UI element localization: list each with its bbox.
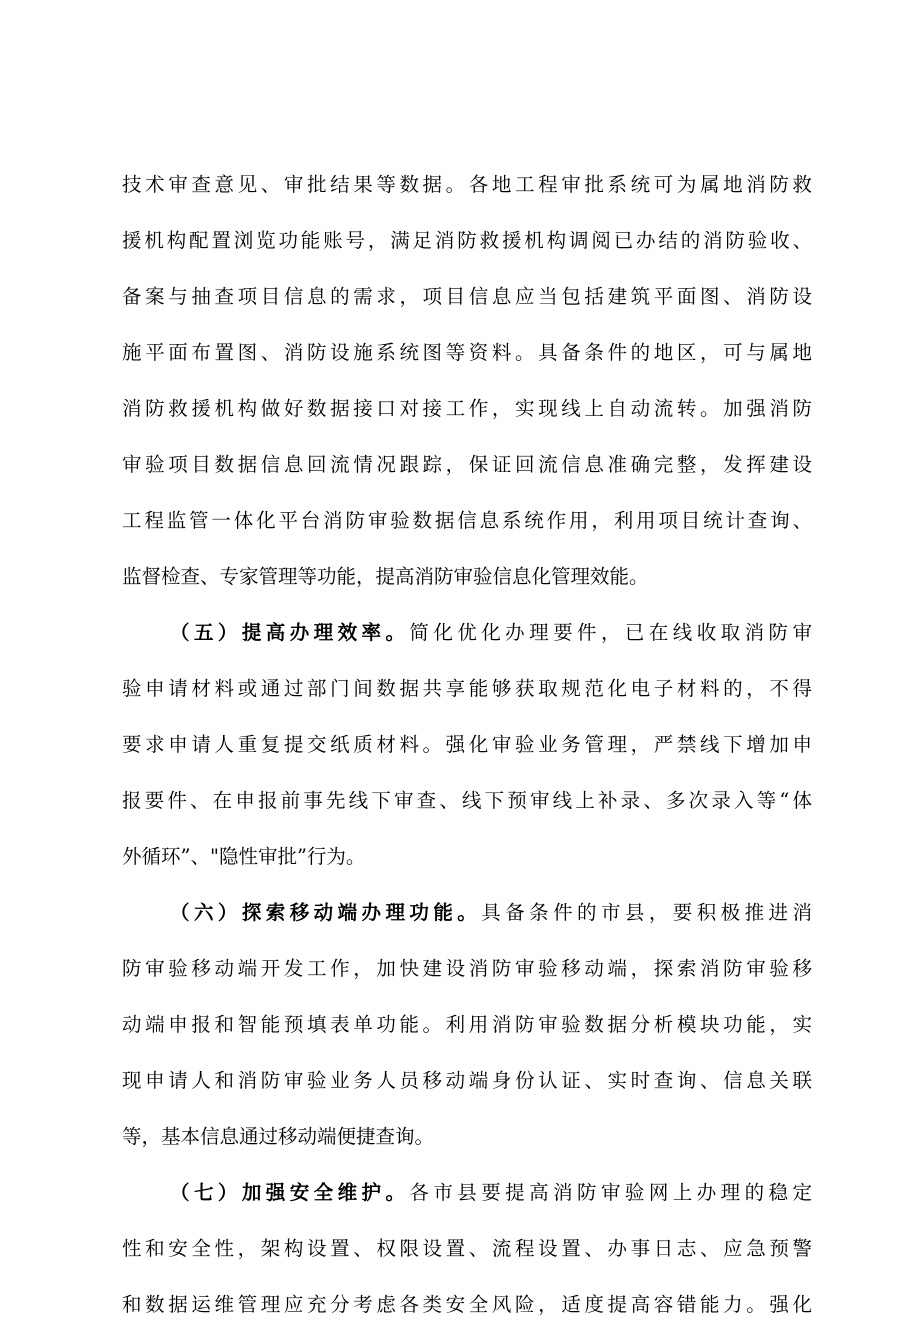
- p4-first-rest: 各市县要提高消防审验网上办理的稳定: [409, 1181, 812, 1204]
- p3-line-3: 动端申报和智能预填表单功能。利用消防审验数据分析模块功能，实: [122, 1013, 812, 1036]
- p4-line-2: 性和安全性，架构设置、权限设置、流程设置、办事日志、应急预警: [122, 1237, 812, 1260]
- p4-line-3: 和数据运维管理应充分考虑各类安全风险，适度提高容错能力。强化: [122, 1293, 812, 1316]
- p1-line-1: 技术审查意见、审批结果等数据。各地工程审批系统可为属地消防救: [122, 173, 812, 196]
- p2-line-2: 验申请材料或通过部门间数据共享能够获取规范化电子材料的，不得: [122, 677, 812, 700]
- p3-line-2: 防审验移动端开发工作，加快建设消防审验移动端，探索消防审验移: [122, 957, 812, 980]
- p3-line-5: 等，基本信息通过移动端便捷查询。: [122, 1125, 435, 1148]
- p1-line-3: 备案与抽查项目信息的需求，项目信息应当包括建筑平面图、消防设: [122, 285, 812, 308]
- p1-line-2: 援机构配置浏览功能账号，满足消防救援机构调阅已办结的消防验收、: [122, 229, 812, 252]
- p2-first-rest: 简化优化办理要件，已在线收取消防审: [409, 621, 812, 644]
- p3-first-rest: 具备条件的市县，要积极推进消: [481, 901, 812, 924]
- p3-heading: （六）探索移动端办理功能。: [170, 901, 482, 924]
- p1-line-5: 消防救援机构做好数据接口对接工作，实现线上自动流转。加强消防: [122, 397, 812, 420]
- p1-line-8: 监督检查、专家管理等功能，提高消防审验信息化管理效能。: [122, 565, 649, 588]
- p3-line-1: [170, 898, 812, 928]
- p1-line-6: 审验项目数据信息回流情况跟踪，保证回流信息准确完整，发挥建设: [122, 453, 812, 476]
- p4-heading: （七）加强安全维护。: [170, 1181, 410, 1204]
- p2-heading: （五）提高办理效率。: [170, 621, 410, 644]
- p1-line-4: 施平面布置图、消防设施系统图等资料。具备条件的地区，可与属地: [122, 341, 812, 364]
- p4-line-1: [170, 1178, 812, 1208]
- p1-line-7: 工程监管一体化平台消防审验数据信息系统作用，利用项目统计查询、: [122, 509, 812, 532]
- p2-line-1: [170, 618, 812, 648]
- p2-line-3: 要求申请人重复提交纸质材料。强化审验业务管理，严禁线下增加申: [122, 733, 812, 756]
- p2-line-5: 外循环”、"隐性审批”行为。: [122, 845, 366, 868]
- p2-line-4: 报要件、在申报前事先线下审查、线下预审线上补录、多次录入等“体: [122, 789, 812, 812]
- p3-line-4: 现申请人和消防审验业务人员移动端身份认证、实时查询、信息关联: [122, 1069, 812, 1092]
